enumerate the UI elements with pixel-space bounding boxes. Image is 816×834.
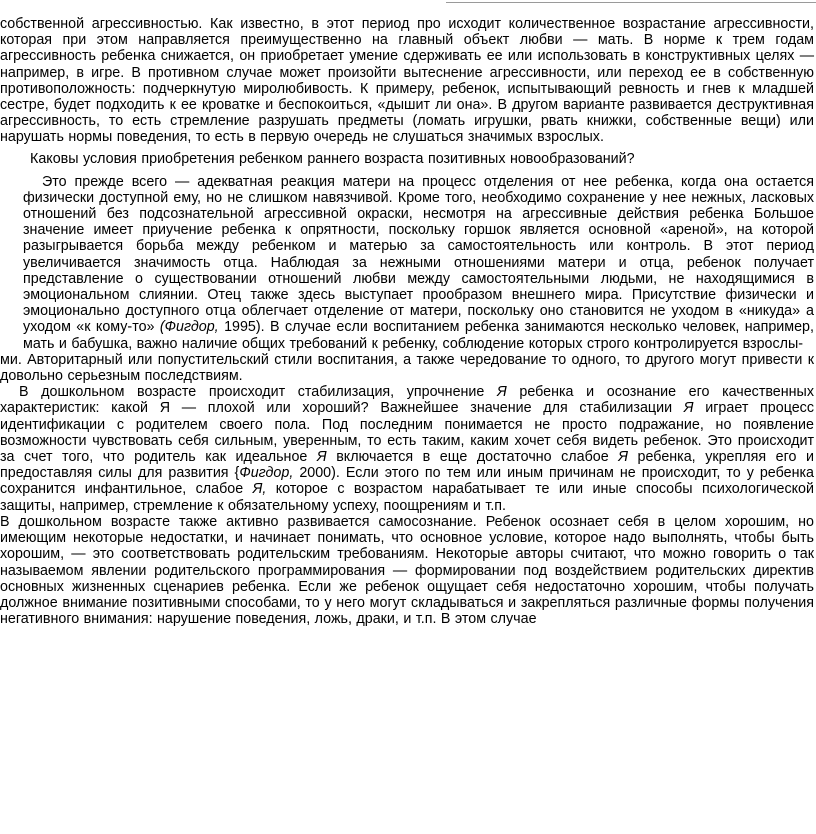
paragraph-2-text-a: Это прежде всего — адекватная реакция матери на процесс отделения от нее ребенка, когда она остается физически доступной ему, но не слишком навязчивой. Кроме того, необходимо сохранение у нее нежных, ласковых отношений без подсознательной агрессивной окраски, несмотря на агрессивные действия ребенка Большое значение имеет приучение ребенка к опрятности, поскольку горшок является основной «ареной», на которой разыгрывается борьба между ребенком и матерью за самостоятельность или контроль. В этот период увеличивается значимость отца. Наблюдая за нежными отношениями матери и отца, ребенок получает представление о существовании отношений любви между самостоятельными людьми, не находящимися в эмоциональном слиянии. Отец также здесь выступает прообразом внешнего мира. Присутствие физически и эмоционально доступного отца облегчает отделение от матери, поскольку оно становится не уходом в «никуда» а уходом «к кому-то» — [23, 173, 814, 336]
ya-term-2: Я — [683, 400, 694, 417]
document-page — [0, 16, 814, 627]
paragraph-4-text-f: 2000). Если этого по тем или иным причинам не происходит, то у ребенка сохранится инфантильное, слабое — [0, 465, 814, 498]
citation-figdor-1995: (Фигдор, — [159, 319, 219, 336]
paragraph-4-text-a: В дошкольном возрасте происходит стабилизация, упрочнение — [19, 384, 485, 401]
paragraph-2 — [0, 174, 814, 352]
paragraph-3: ми. Авторитарный или попустительский стили воспитания, а также чередование то одного, то другого могут привести к довольно серьезным последствиям. — [0, 351, 814, 385]
ya-term-5: Я, — [252, 481, 267, 498]
paragraph-4-text-e: ребенка, укрепляя его и предоставляя силы для развития { — [0, 449, 814, 482]
paragraph-2-text-b: 1995). В случае если воспитанием ребенка занимаются несколько человек, например, мать и бабушка, важно наличие общих требований к ребенку, соблюдение которых строго контролируется взрослы- — [23, 319, 814, 352]
paragraph-4-text-c: играет процесс идентификации с родителем своего пола. Под последним понимается не просто подражание, но появление возможности чувствовать себя сильным, уверенным, то есть таким, каким хочет себя видеть ребенок. Это происходит за счет того, что родитель как идеальное — [0, 400, 814, 466]
paragraph-4-text-b: ребенка и осознание его качественных характеристик: какой Я — плохой или хороший? Важнейшее значение для стабилизации — [0, 384, 814, 417]
paragraph-1: собственной агрессивностью. Как известно, в этот период про исходит количественное возрастание агрессивности, которая при этом направляется преимущественно на главный объект любви — мать. В норме к трем годам агрессивность ребенка снижается, он приобретает умение сдерживать ее или использовать в конструктивных целях — например, в игре. В противном случае может произойти вытеснение агрессивности, или переход ее в собственную противоположность: подчеркнутую миролюбивость. К примеру, ребенок, испытывающий ревность и гнев к младшей сестре, будет подходить к ее кроватке и беспокоиться, «дышит ли она». В другом варианте развивается деструктивная агрессивность, то есть стремление разрушать предметы (ломать игрушки, рвать книжки, собственные вещи) или нарушать нормы поведения, то есть в первую очередь не слушаться значимых взрослых. — [0, 16, 814, 146]
question-paragraph: Каковы условия приобретения ребенком раннего возраста позитивных новообразований? — [30, 150, 635, 167]
ya-term-4: Я — [618, 449, 628, 466]
paragraph-4-text-g: которое с возрастом нарабатывает те или иные способы психологической защиты, например, стремление к обязательному успеху, поощрениям и т.п. — [0, 481, 814, 514]
paragraph-4-text-d: включается в еще достаточно слабое — [336, 449, 609, 466]
citation-figdor-2000: Фигдор, — [239, 465, 294, 482]
paragraph-5: В дошкольном возрасте также активно развивается самосознание. Ребенок осознает себя в целом хорошим, но имеющим некоторые недостатки, и начинает понимать, что основное условие, которое надо выполнять, чтобы быть хорошим, — это соответствовать родительским требованиям. Некоторые авторы считают, что можно говорить о так называемом явлении родительского программирования — формировании под воздействием родительских директив основных жизненных сценариев ребенка. Если же ребенок ощущает себя недостаточно хорошим, чтобы получать должное внимание позитивными способами, то у него могут складываться и закрепляться различные формы получения негативного внимания: нарушение поведения, ложь, драки, и т.п. В этом случае — [0, 513, 814, 628]
ya-term-3: Я — [316, 449, 327, 466]
header-rule — [446, 2, 816, 3]
ya-term-1: Я — [497, 384, 507, 401]
paragraph-4 — [0, 384, 814, 514]
